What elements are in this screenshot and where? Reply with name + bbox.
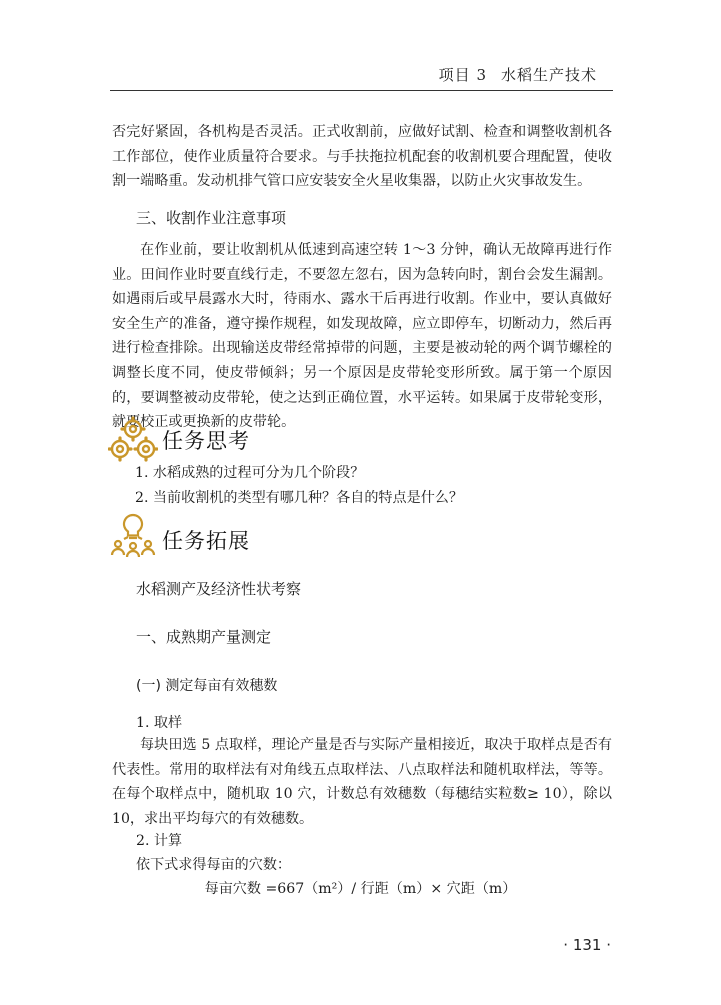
header-project: 项目 3 [438, 66, 487, 84]
step2-text: 依下式求得每亩的穴数： [136, 857, 292, 873]
task-thinking-title: 任务思考 [162, 429, 250, 453]
extension-subtitle: 水稻测产及经济性状考察 [136, 580, 302, 598]
subsection-heading: (一) 测定每亩有效穗数 [136, 678, 278, 694]
section3-heading: 三、收割作业注意事项 [136, 209, 287, 227]
step1-paragraph: 每块田选 5 点取样，理论产量是否与实际产量相接近，取决于取样点是否有代表性。常用的取样法有对角线五点取样法、八点取样法和随机取样法，等等。在每个取样点中，随机取 10 穴，计数总有效穗数（每穗结实粒数≥ 10），除以 10，求出平均每穴的有效穗数。 [112, 737, 612, 827]
task-extension-title: 任务拓展 [162, 529, 250, 553]
running-header [439, 64, 597, 85]
header-rule [110, 90, 613, 91]
intro-paragraph: 否完好紧固，各机构是否灵活。正式收割前，应做好试割、检查和调整收割机各工作部位，使作业质量符合要求。与手扶拖拉机配套的收割机要合理配置，使收割一端略重。发动机排气管口应安装安全火星收集器，以防止火灾事故发生。 [112, 124, 612, 190]
question-1: 1. 水稻成熟的过程可分为几个阶段？ [135, 465, 365, 481]
step2-label: 2. 计算 [136, 833, 183, 849]
step1-label: 1. 取样 [136, 715, 183, 731]
formula: 每亩穴数 =667（m²）/ 行距（m）× 穴距（m） [204, 881, 517, 897]
gears-icon [108, 415, 158, 463]
header-title: 水稻生产技术 [500, 66, 597, 84]
section3-paragraph: 在作业前，要让收割机从低速到高速空转 1～3 分钟，确认无故障再进行作业。田间作业时要直线行走，不要忽左忽右，因为急转向时，割台会发生漏割。如遇雨后或早晨露水大时，待雨水、露水干后再进行收割。作业中，要认真做好安全生产的准备，遵守操作规程，如发现故障，应立即停车，切断动力，然后再进行检查排除。出现输送皮带经常掉带的问题，主要是被动轮的两个调节螺栓的调整长度不同，使皮带倾斜；另一个原因是皮带轮变形所致。属于第一个原因的，要调整被动皮带轮，使之达到正确位置，水平运转。如果属于皮带轮变形，就要校正或更换新的皮带轮。 [112, 242, 612, 431]
section1-heading: 一、成熟期产量测定 [136, 628, 272, 646]
question-2: 2. 当前收割机的类型有哪几种？各自的特点是什么？ [135, 490, 463, 506]
lightbulb-people-icon [108, 511, 158, 559]
page-number: · 131 · [563, 936, 611, 954]
